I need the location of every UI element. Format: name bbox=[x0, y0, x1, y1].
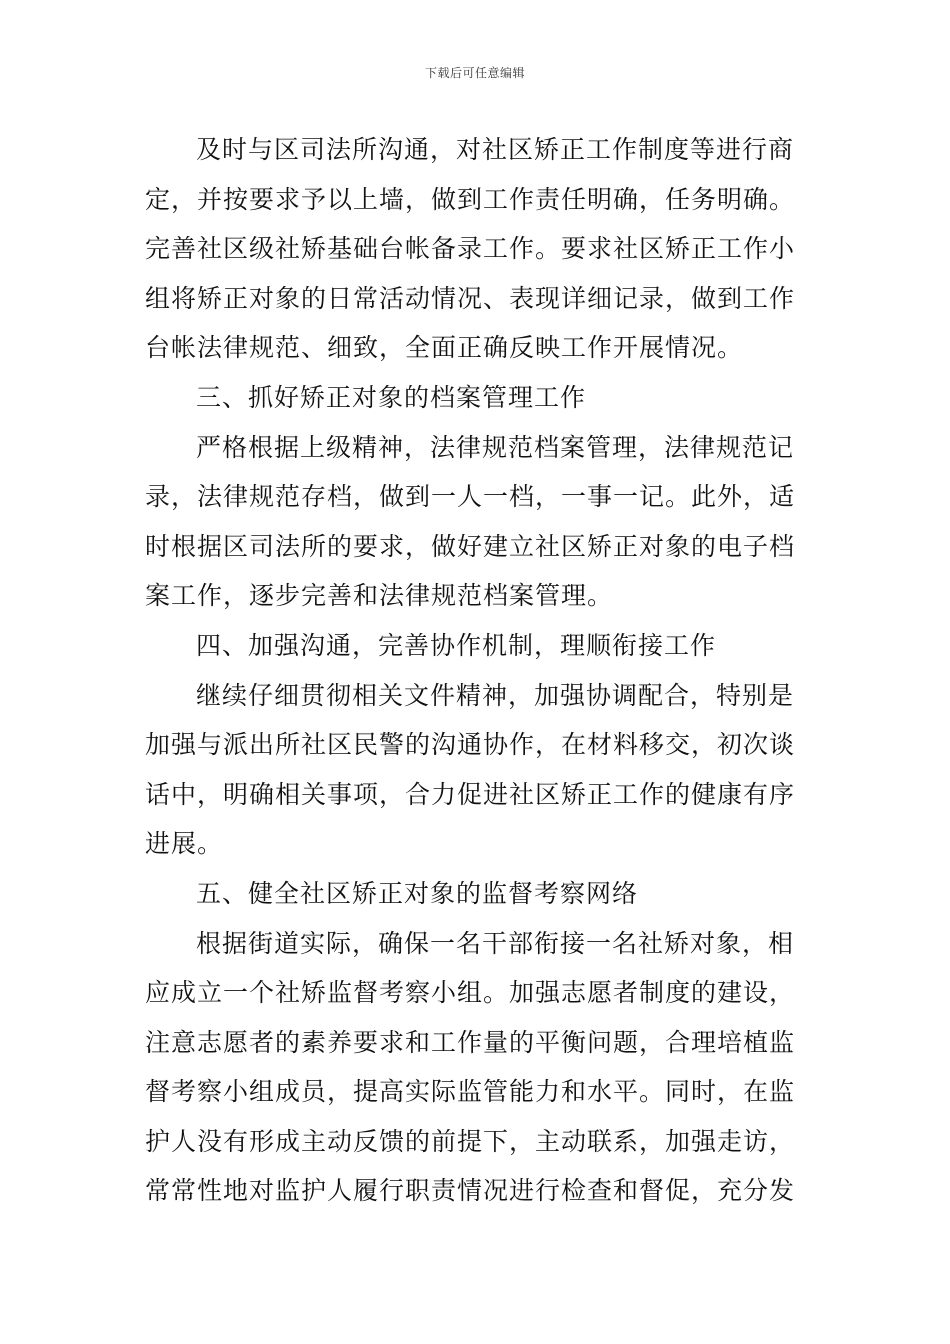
section-heading: 五、健全社区矫正对象的监督考察网络 bbox=[196, 878, 639, 908]
section-heading: 四、加强沟通，完善协作机制，理顺衔接工作 bbox=[196, 630, 717, 660]
text-line: 时根据区司法所的要求，做好建立社区矫正对象的电子档 bbox=[145, 531, 796, 561]
text-line: 加强与派出所社区民警的沟通协作，在材料移交，初次谈 bbox=[145, 730, 796, 760]
text-line: 常常性地对监护人履行职责情况进行检查和督促，充分发 bbox=[145, 1176, 796, 1206]
text-line: 督考察小组成员，提高实际监管能力和水平。同时，在监 bbox=[145, 1077, 796, 1107]
text-line: 台帐法律规范、细致，全面正确反映工作开展情况。 bbox=[145, 333, 744, 363]
text-line: 及时与区司法所沟通，对社区矫正工作制度等进行商 bbox=[196, 135, 795, 164]
text-line: 应成立一个社矫监督考察小组。加强志愿者制度的建设， bbox=[145, 978, 796, 1008]
document-body bbox=[145, 125, 805, 1216]
text-line: 组将矫正对象的日常活动情况、表现详细记录，做到工作 bbox=[145, 283, 796, 313]
text-line: 继续仔细贯彻相关文件精神，加强协调配合，特别是 bbox=[196, 680, 795, 710]
text-line: 案工作，逐步完善和法律规范档案管理。 bbox=[145, 581, 614, 611]
text-line: 话中，明确相关事项，合力促进社区矫正工作的健康有序 bbox=[145, 779, 796, 809]
text-line: 完善社区级社矫基础台帐备录工作。要求社区矫正工作小 bbox=[145, 234, 796, 264]
text-line: 进展。 bbox=[145, 829, 224, 859]
text-line: 录，法律规范存档，做到一人一档，一事一记。此外，适 bbox=[145, 482, 796, 512]
text-line: 定，并按要求予以上墙，做到工作责任明确，任务明确。 bbox=[145, 184, 796, 214]
text-line: 注意志愿者的素养要求和工作量的平衡问题，合理培植监 bbox=[145, 1027, 796, 1057]
page-header: 下载后可任意编辑 bbox=[424, 66, 525, 80]
section-heading: 三、抓好矫正对象的档案管理工作 bbox=[196, 382, 587, 412]
text-line: 严格根据上级精神，法律规范档案管理，法律规范记 bbox=[196, 432, 795, 462]
text-line: 护人没有形成主动反馈的前提下，主动联系，加强走访， bbox=[145, 1126, 796, 1156]
text-line: 根据街道实际，确保一名干部衔接一名社矫对象，相 bbox=[196, 928, 795, 958]
